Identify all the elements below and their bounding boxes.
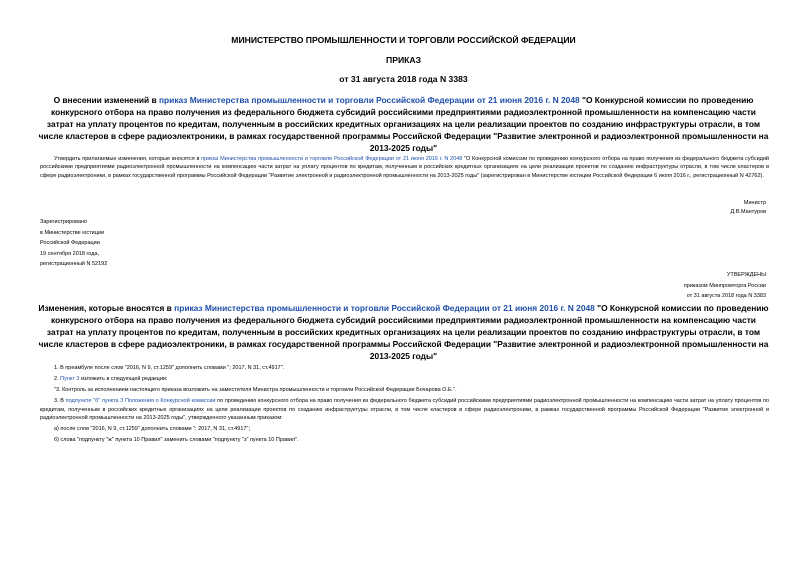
list-item — [40, 397, 769, 423]
registration-line: Зарегистрировано — [40, 219, 88, 225]
item-link-regulation[interactable]: Положения о Конкурсной комиссии — [125, 397, 216, 404]
registration-block — [40, 217, 107, 270]
changes-subject-link[interactable]: приказ Министерства промышленности и торговли Российской Федерации от 21 июня 2016 г. N 2048 — [174, 303, 595, 313]
order-body-paragraph — [40, 155, 769, 180]
registration-line: в Министерстве юстиции — [40, 229, 105, 236]
approved-line: УТВЕРЖДЕНЫ — [726, 272, 766, 278]
changes-list — [40, 364, 769, 447]
list-subitem: б) слова "подпункту "ж" пункта 10 Правил" заменить словами "подпункту "з" пункта 10 Правил". — [54, 437, 299, 444]
body-text-a: Утвердить прилагаемые изменения, которые вносятся в — [54, 156, 202, 162]
signature-position: Министр — [743, 200, 766, 206]
list-item — [40, 375, 769, 384]
changes-subject-prefix: Изменения, которые вносятся в — [38, 303, 175, 313]
item-link-subpoint[interactable]: подпункте "б" пункта 3 — [65, 397, 124, 404]
subject-rest: "О Конкурсной комиссии по проведению конкурсного отбора на право получения из федерального бюджета субсидий российскими предприятиями радиоэлектронной промышленности на компенсацию части затрат на уплату процентов по кредитам, полученным в российских кредитных организациях на цели реализации проектов по созданию инфраструктуры отрасли, в том числе кластеров в сфере радиоэлектроники, в рамках государственной программы Российской Федерации "Развитие электронной и радиоэлектронной промышленности на 2013-2025 годы" — [38, 95, 769, 153]
item-link-point-3[interactable]: Пункт 3 — [60, 375, 80, 382]
signature-name: Д.В.Мантуров — [730, 209, 766, 215]
order-subject — [38, 94, 769, 154]
item-text: 2. — [54, 375, 61, 382]
item-text: изложить в следующей редакции: — [79, 375, 168, 382]
changes-subject-rest: "О Конкурсной комиссии по проведению конкурсного отбора на право получения из федерального бюджета субсидий российскими предприятиями радиоэлектронной промышленности на компенсацию части затрат на уплату процентов по кредитам, полученным в российских кредитных организациях на цели реализации проектов по созданию инфраструктуры отрасли, в том числе кластеров в сфере радиоэлектроники, в рамках государственной программы Российской Федерации "Развитие электронной и радиоэлектронной промышленности на 2013-2025 годы" — [38, 303, 769, 361]
approved-line: приказом Минпромторга России — [683, 282, 766, 289]
approved-block — [684, 270, 766, 302]
item-text: по проведению конкурсного отбора на право получения из федерального бюджета субсидий российскими предприятиями радиоэлектронной промышленности на компенсацию части затрат на уплату процентов по кредитам, полученным в российских кредитных организациях на цели реализации проектов по созданию инфраструктуры отрасли, в том числе кластеров в сфере радиоэлектроники, в рамках государственной программы Российской Федерации "Развитие электронной и радиоэлектронной промышленности на 2013-2025 годы", утвержденного указанным приказом: — [40, 397, 770, 422]
date-number-heading: от 31 августа 2018 года N 3383 — [339, 74, 468, 84]
list-subitem: а) после слов "2016, N 9, ст.1259" дополнить словами "; 2017, N 31, ст.4917"; — [54, 426, 250, 433]
doc-type-heading: ПРИКАЗ — [386, 55, 421, 65]
list-item: 1. В преамбуле после слов "2016, N 9, ст.1259" дополнить словами "; 2017, N 31, ст.4917". — [54, 365, 285, 371]
body-text-b: "О Конкурсной комиссии по проведению конкурсного отбора на право получения из федерального бюджета субсидий российскими предприятиями радиоэлектронной промышленности на компенсацию части затрат на уплату процентов по кредитам, полученным в российских кредитных организациях на цели реализации проектов по созданию инфраструктуры отрасли, в том числе кластеров в сфере радиоэлектроники, в рамках государственной программы Российской Федерации "Развитие электронной и радиоэлектронной промышленности на 2013-2025 годы" (зарегистрирован в Министерстве юстиции Российской Федерации 6 июля 2016 г., регистрационный N 42762). — [40, 156, 770, 179]
list-item-quote: "3. Контроль за исполнением настоящего приказа возложить на заместителя Министра промышленности и торговли Российской Федерации Бочарова О.Е.". — [54, 386, 457, 393]
subject-link[interactable]: приказ Министерства промышленности и торговли Российской Федерации от 21 июня 2016 г. N 2048 — [159, 95, 580, 105]
item-text: 3. В — [54, 397, 66, 404]
approved-line: от 31 августа 2018 года N 3383 — [686, 293, 766, 299]
registration-line: 19 сентября 2018 года, — [40, 250, 100, 257]
registration-line: Российской Федерации — [40, 240, 100, 246]
subject-prefix: О внесении изменений в — [53, 95, 159, 105]
registration-line: регистрационный N 52192 — [40, 261, 108, 267]
changes-subject — [38, 302, 769, 362]
ministry-heading: МИНИСТЕРСТВО ПРОМЫШЛЕННОСТИ И ТОРГОВЛИ РОССИЙСКОЙ ФЕДЕРАЦИИ — [231, 35, 576, 45]
body-order-link[interactable]: приказ Министерства промышленности и торговли Российской Федерации от 21 июня 2016 г. N 2048 — [201, 156, 463, 162]
